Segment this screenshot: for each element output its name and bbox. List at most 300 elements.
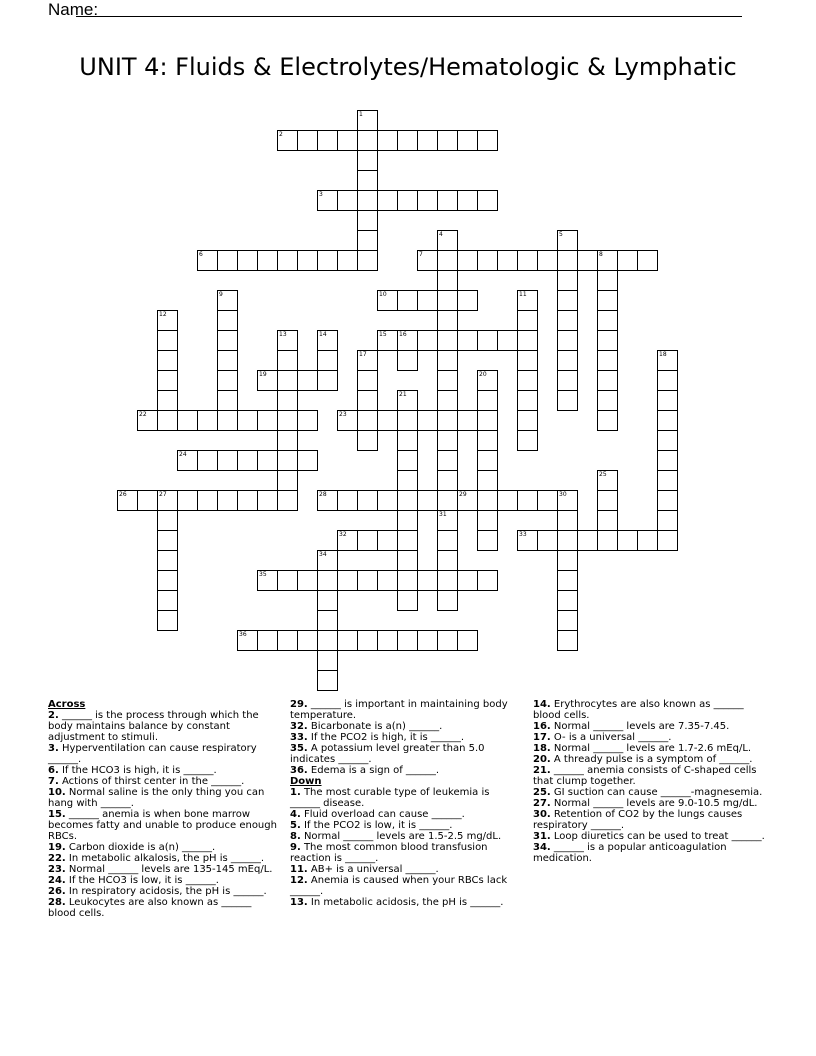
clue-item-text: AB+ is a universal ______. [307, 864, 439, 875]
grid-cell[interactable] [397, 550, 418, 571]
grid-cell[interactable] [617, 530, 638, 551]
clue-item [48, 787, 280, 809]
clue-item [533, 787, 765, 798]
grid-cell[interactable] [257, 370, 278, 391]
grid-cell[interactable] [357, 630, 378, 651]
grid-cell[interactable] [397, 410, 418, 431]
grid-cell[interactable] [337, 530, 358, 551]
grid-cell[interactable] [597, 350, 618, 371]
grid-cell[interactable] [477, 450, 498, 471]
grid-cell[interactable] [337, 490, 358, 511]
grid-cell[interactable] [217, 310, 238, 331]
grid-cell[interactable] [557, 270, 578, 291]
grid-cell[interactable] [397, 390, 418, 411]
grid-cell[interactable] [657, 350, 678, 371]
grid-cell[interactable] [457, 130, 478, 151]
grid-cell[interactable] [377, 630, 398, 651]
grid-cell[interactable] [257, 630, 278, 651]
grid-cell[interactable] [317, 590, 338, 611]
grid-cell[interactable] [317, 610, 338, 631]
grid-cell[interactable] [157, 330, 178, 351]
grid-cell[interactable] [417, 490, 438, 511]
grid-cell[interactable] [357, 170, 378, 191]
grid-cell[interactable] [397, 470, 418, 491]
clue-number: 29 [459, 491, 467, 498]
grid-cell[interactable] [437, 390, 458, 411]
grid-cell[interactable] [597, 410, 618, 431]
grid-cell[interactable] [437, 510, 458, 531]
clue-item-text: In respiratory acidosis, the pH is ______. [65, 886, 267, 897]
grid-cell[interactable] [437, 130, 458, 151]
grid-cell[interactable] [197, 250, 218, 271]
grid-cell[interactable] [297, 250, 318, 271]
grid-cell[interactable] [297, 630, 318, 651]
grid-cell[interactable] [477, 330, 498, 351]
grid-cell[interactable] [277, 350, 298, 371]
grid-cell[interactable] [397, 450, 418, 471]
grid-cell[interactable] [317, 250, 338, 271]
grid-cell[interactable] [437, 250, 458, 271]
grid-cell[interactable] [217, 350, 238, 371]
clue-number: 36 [239, 631, 247, 638]
grid-cell[interactable] [357, 350, 378, 371]
grid-cell[interactable] [217, 450, 238, 471]
clue-item-number: 24. [48, 875, 66, 886]
clue-item-number: 33. [290, 732, 308, 743]
grid-cell[interactable] [157, 590, 178, 611]
grid-cell[interactable] [157, 550, 178, 571]
grid-cell[interactable] [557, 610, 578, 631]
grid-cell[interactable] [297, 370, 318, 391]
grid-cell[interactable] [597, 330, 618, 351]
grid-cell[interactable] [357, 570, 378, 591]
grid-cell[interactable] [317, 490, 338, 511]
grid-cell[interactable] [557, 490, 578, 511]
grid-cell[interactable] [517, 530, 538, 551]
grid-cell[interactable] [437, 190, 458, 211]
grid-cell[interactable] [297, 570, 318, 591]
grid-cell[interactable] [657, 490, 678, 511]
clue-number: 20 [479, 371, 487, 378]
grid-cell[interactable] [237, 250, 258, 271]
grid-cell[interactable] [397, 350, 418, 371]
grid-cell[interactable] [497, 330, 518, 351]
grid-cell[interactable] [517, 310, 538, 331]
clue-number: 26 [119, 491, 127, 498]
grid-cell[interactable] [137, 490, 158, 511]
grid-cell[interactable] [517, 430, 538, 451]
clue-item-text: In metabolic alkalosis, the pH is ______. [65, 853, 265, 864]
grid-cell[interactable] [357, 210, 378, 231]
grid-cell[interactable] [197, 450, 218, 471]
grid-cell[interactable] [437, 370, 458, 391]
clue-item [290, 809, 522, 820]
grid-cell[interactable] [357, 230, 378, 251]
grid-cell[interactable] [397, 510, 418, 531]
grid-cell[interactable] [357, 410, 378, 431]
grid-cell[interactable] [657, 390, 678, 411]
grid-cell[interactable] [477, 410, 498, 431]
grid-cell[interactable] [517, 290, 538, 311]
grid-cell[interactable] [357, 130, 378, 151]
clue-item [533, 798, 765, 809]
grid-cell[interactable] [457, 570, 478, 591]
grid-cell[interactable] [517, 330, 538, 351]
grid-cell[interactable] [157, 350, 178, 371]
grid-cell[interactable] [157, 610, 178, 631]
grid-cell[interactable] [357, 370, 378, 391]
grid-cell[interactable] [317, 130, 338, 151]
grid-cell[interactable] [477, 370, 498, 391]
grid-cell[interactable] [597, 490, 618, 511]
grid-cell[interactable] [277, 430, 298, 451]
grid-cell[interactable] [337, 130, 358, 151]
grid-cell[interactable] [397, 590, 418, 611]
clue-item [290, 732, 522, 743]
grid-cell[interactable] [397, 130, 418, 151]
grid-cell[interactable] [197, 490, 218, 511]
grid-cell[interactable] [397, 530, 418, 551]
grid-cell[interactable] [177, 450, 198, 471]
grid-cell[interactable] [277, 630, 298, 651]
grid-cell[interactable] [437, 230, 458, 251]
clue-item-number: 31. [533, 831, 551, 842]
grid-cell[interactable] [557, 590, 578, 611]
grid-cell[interactable] [237, 450, 258, 471]
grid-cell[interactable] [557, 310, 578, 331]
grid-cell[interactable] [357, 190, 378, 211]
grid-cell[interactable] [437, 310, 458, 331]
grid-cell[interactable] [137, 410, 158, 431]
grid-cell[interactable] [537, 490, 558, 511]
grid-cell[interactable] [497, 250, 518, 271]
grid-cell[interactable] [537, 250, 558, 271]
grid-cell[interactable] [237, 490, 258, 511]
grid-cell[interactable] [437, 350, 458, 371]
grid-cell[interactable] [437, 590, 458, 611]
grid-cell[interactable] [357, 530, 378, 551]
grid-cell[interactable] [557, 510, 578, 531]
grid-cell[interactable] [117, 490, 138, 511]
grid-cell[interactable] [317, 330, 338, 351]
grid-cell[interactable] [397, 490, 418, 511]
grid-cell[interactable] [437, 410, 458, 431]
grid-cell[interactable] [477, 390, 498, 411]
grid-cell[interactable] [257, 410, 278, 431]
grid-cell[interactable] [337, 570, 358, 591]
grid-cell[interactable] [557, 570, 578, 591]
grid-cell[interactable] [157, 570, 178, 591]
grid-cell[interactable] [317, 570, 338, 591]
clue-item-number: 8. [290, 831, 301, 842]
clue-number: 24 [179, 451, 187, 458]
clue-number: 34 [319, 551, 327, 558]
grid-cell[interactable] [217, 330, 238, 351]
grid-cell[interactable] [477, 250, 498, 271]
grid-cell[interactable] [217, 250, 238, 271]
grid-cell[interactable] [357, 150, 378, 171]
grid-cell[interactable] [457, 410, 478, 431]
grid-cell[interactable] [437, 450, 458, 471]
clue-item-number: 16. [533, 721, 551, 732]
grid-cell[interactable] [417, 190, 438, 211]
clue-item-number: 23. [48, 864, 66, 875]
grid-cell[interactable] [397, 630, 418, 651]
grid-cell[interactable] [417, 410, 438, 431]
grid-cell[interactable] [157, 370, 178, 391]
grid-cell[interactable] [437, 550, 458, 571]
grid-cell[interactable] [217, 290, 238, 311]
grid-cell[interactable] [377, 190, 398, 211]
grid-cell[interactable] [477, 510, 498, 531]
grid-cell[interactable] [557, 370, 578, 391]
clue-item-number: 11. [290, 864, 308, 875]
grid-cell[interactable] [457, 290, 478, 311]
grid-cell[interactable] [157, 410, 178, 431]
grid-cell[interactable] [377, 530, 398, 551]
grid-cell[interactable] [317, 350, 338, 371]
grid-cell[interactable] [577, 250, 598, 271]
grid-cell[interactable] [317, 370, 338, 391]
grid-cell[interactable] [437, 490, 458, 511]
grid-cell[interactable] [297, 410, 318, 431]
clue-item-text: The most common blood transfusion reaction is ______. [290, 842, 488, 864]
grid-cell[interactable] [377, 130, 398, 151]
grid-cell[interactable] [377, 570, 398, 591]
grid-cell[interactable] [557, 230, 578, 251]
clue-number: 30 [559, 491, 567, 498]
grid-cell[interactable] [297, 130, 318, 151]
grid-cell[interactable] [317, 630, 338, 651]
grid-cell[interactable] [337, 250, 358, 271]
clue-item-number: 1. [290, 787, 301, 798]
grid-cell[interactable] [657, 450, 678, 471]
grid-cell[interactable] [357, 430, 378, 451]
grid-cell[interactable] [457, 330, 478, 351]
grid-cell[interactable] [337, 190, 358, 211]
grid-cell[interactable] [377, 330, 398, 351]
grid-cell[interactable] [397, 290, 418, 311]
clue-item [48, 853, 280, 864]
grid-cell[interactable] [517, 410, 538, 431]
grid-cell[interactable] [157, 530, 178, 551]
grid-cell[interactable] [417, 570, 438, 591]
clue-item-number: 3. [48, 743, 59, 754]
grid-cell[interactable] [437, 270, 458, 291]
clue-number: 17 [359, 351, 367, 358]
grid-cell[interactable] [657, 510, 678, 531]
grid-cell[interactable] [317, 670, 338, 691]
grid-cell[interactable] [557, 290, 578, 311]
grid-cell[interactable] [297, 450, 318, 471]
grid-cell[interactable] [397, 570, 418, 591]
grid-cell[interactable] [477, 490, 498, 511]
grid-cell[interactable] [557, 390, 578, 411]
clue-number: 6 [199, 251, 203, 258]
clue-item-number: 2. [48, 710, 59, 721]
grid-cell[interactable] [277, 490, 298, 511]
grid-cell[interactable] [597, 270, 618, 291]
clue-number: 28 [319, 491, 327, 498]
grid-cell[interactable] [557, 250, 578, 271]
clue-column-3 [533, 699, 765, 864]
grid-cell[interactable] [237, 630, 258, 651]
clue-number: 7 [419, 251, 423, 258]
grid-cell[interactable] [217, 490, 238, 511]
clue-item-number: 10. [48, 787, 66, 798]
grid-cell[interactable] [277, 330, 298, 351]
grid-cell[interactable] [417, 250, 438, 271]
grid-cell[interactable] [357, 250, 378, 271]
grid-cell[interactable] [597, 390, 618, 411]
clue-item-text: The most curable type of leukemia is ______ disease. [290, 787, 490, 809]
grid-cell[interactable] [457, 190, 478, 211]
grid-cell[interactable] [317, 650, 338, 671]
grid-cell[interactable] [457, 490, 478, 511]
grid-cell[interactable] [337, 410, 358, 431]
clue-item-text: Normal ______ levels are 1.7-2.6 mEq/L. [550, 743, 752, 754]
grid-cell[interactable] [397, 330, 418, 351]
grid-cell[interactable] [237, 410, 258, 431]
grid-cell[interactable] [257, 570, 278, 591]
grid-cell[interactable] [257, 250, 278, 271]
grid-cell[interactable] [557, 630, 578, 651]
clue-item-text: ______ anemia is when bone marrow becomes fatty and unable to produce enough RBCs. [48, 809, 277, 842]
grid-cell[interactable] [477, 530, 498, 551]
grid-cell[interactable] [597, 310, 618, 331]
clue-item-text: If the HCO3 is high, it is ______. [58, 765, 217, 776]
grid-cell[interactable] [657, 530, 678, 551]
grid-cell[interactable] [397, 430, 418, 451]
grid-cell[interactable] [177, 490, 198, 511]
grid-cell[interactable] [277, 250, 298, 271]
grid-cell[interactable] [157, 390, 178, 411]
grid-cell[interactable] [257, 490, 278, 511]
grid-cell[interactable] [157, 510, 178, 531]
name-label: Name: [48, 0, 99, 19]
grid-cell[interactable] [377, 410, 398, 431]
clue-item-number: 12. [290, 875, 308, 886]
grid-cell[interactable] [157, 490, 178, 511]
grid-cell[interactable] [217, 390, 238, 411]
grid-cell[interactable] [417, 290, 438, 311]
grid-cell[interactable] [217, 370, 238, 391]
grid-cell[interactable] [457, 250, 478, 271]
clue-number: 4 [439, 231, 443, 238]
grid-cell[interactable] [557, 330, 578, 351]
grid-cell[interactable] [517, 390, 538, 411]
grid-cell[interactable] [557, 530, 578, 551]
grid-cell[interactable] [157, 310, 178, 331]
clue-item-number: 14. [533, 699, 551, 710]
grid-cell[interactable] [597, 530, 618, 551]
clue-column-2 [290, 699, 522, 908]
grid-cell[interactable] [177, 410, 198, 431]
grid-cell[interactable] [277, 130, 298, 151]
grid-cell[interactable] [277, 470, 298, 491]
grid-cell[interactable] [437, 570, 458, 591]
grid-cell[interactable] [277, 450, 298, 471]
grid-cell[interactable] [517, 350, 538, 371]
grid-cell[interactable] [597, 290, 618, 311]
grid-cell[interactable] [197, 410, 218, 431]
grid-cell[interactable] [337, 630, 358, 651]
clue-item-text: Leukocytes are also known as ______ blood cells. [48, 897, 252, 919]
grid-cell[interactable] [317, 190, 338, 211]
grid-cell[interactable] [357, 110, 378, 131]
grid-cell[interactable] [457, 630, 478, 651]
grid-cell[interactable] [437, 290, 458, 311]
grid-cell[interactable] [437, 430, 458, 451]
grid-cell[interactable] [377, 290, 398, 311]
grid-cell[interactable] [277, 390, 298, 411]
clue-number: 12 [159, 311, 167, 318]
grid-cell[interactable] [397, 190, 418, 211]
clue-item-text: Normal saline is the only thing you can hang with ______. [48, 787, 265, 809]
grid-cell[interactable] [637, 530, 658, 551]
clue-item-number: 22. [48, 853, 66, 864]
grid-cell[interactable] [517, 490, 538, 511]
grid-cell[interactable] [537, 530, 558, 551]
grid-cell[interactable] [497, 490, 518, 511]
grid-cell[interactable] [277, 410, 298, 431]
grid-cell[interactable] [657, 470, 678, 491]
grid-cell[interactable] [417, 130, 438, 151]
clue-item [290, 864, 522, 875]
clue-item [290, 831, 522, 842]
grid-cell[interactable] [437, 470, 458, 491]
grid-cell[interactable] [477, 430, 498, 451]
grid-cell[interactable] [277, 570, 298, 591]
grid-cell[interactable] [417, 630, 438, 651]
grid-cell[interactable] [257, 450, 278, 471]
clue-number: 33 [519, 531, 527, 538]
grid-cell[interactable] [597, 470, 618, 491]
grid-cell[interactable] [577, 530, 598, 551]
down-heading: Down [290, 776, 322, 787]
grid-cell[interactable] [417, 330, 438, 351]
grid-cell[interactable] [357, 390, 378, 411]
clue-item-text: A thready pulse is a symptom of ______. [550, 754, 753, 765]
grid-cell[interactable] [657, 410, 678, 431]
grid-cell[interactable] [517, 250, 538, 271]
grid-cell[interactable] [357, 490, 378, 511]
grid-cell[interactable] [477, 570, 498, 591]
grid-cell[interactable] [597, 510, 618, 531]
clue-item [48, 809, 280, 842]
grid-cell[interactable] [217, 410, 238, 431]
grid-cell[interactable] [597, 250, 618, 271]
grid-cell[interactable] [277, 370, 298, 391]
grid-cell[interactable] [377, 490, 398, 511]
grid-cell[interactable] [477, 190, 498, 211]
grid-cell[interactable] [517, 370, 538, 391]
grid-cell[interactable] [617, 250, 638, 271]
grid-cell[interactable] [317, 550, 338, 571]
grid-cell[interactable] [477, 470, 498, 491]
grid-cell[interactable] [477, 130, 498, 151]
grid-cell[interactable] [597, 370, 618, 391]
grid-cell[interactable] [437, 630, 458, 651]
grid-cell[interactable] [557, 350, 578, 371]
grid-cell[interactable] [657, 430, 678, 451]
grid-cell[interactable] [557, 550, 578, 571]
grid-cell[interactable] [437, 530, 458, 551]
grid-cell[interactable] [437, 330, 458, 351]
clue-item-number: 6. [48, 765, 59, 776]
grid-cell[interactable] [637, 250, 658, 271]
grid-cell[interactable] [657, 370, 678, 391]
